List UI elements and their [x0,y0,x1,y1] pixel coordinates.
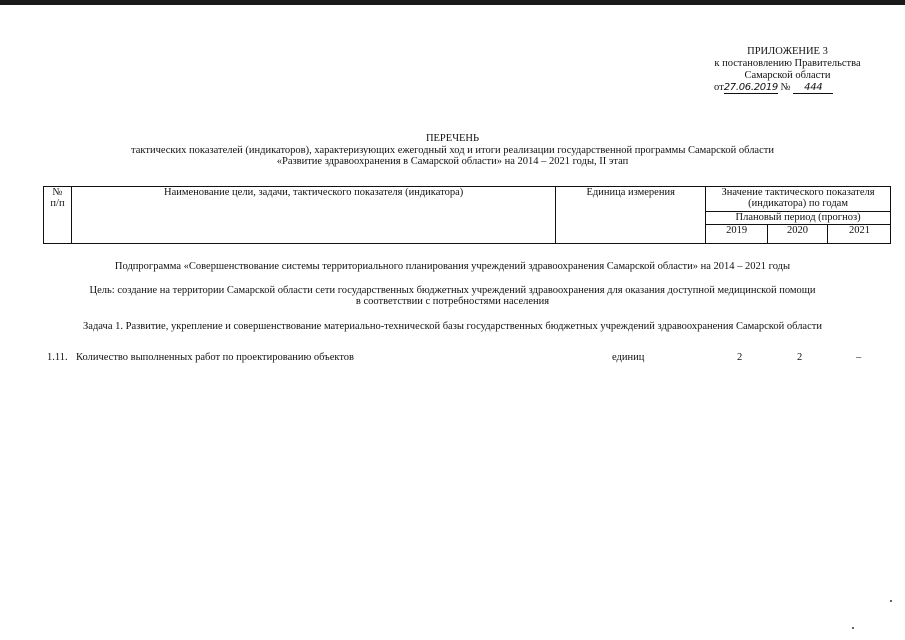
row-value-2020: 2 [797,352,803,363]
col-number-header: № п/п [44,187,72,244]
appendix-signature-line [700,82,875,94]
document-heading: ПЕРЕЧЕНЬ [425,133,480,144]
row-unit: единиц [612,352,645,363]
scan-top-border [0,0,905,5]
appendix-block [700,46,875,94]
document-title-line1: тактических показателей (индикаторов), характеризующих ежегодный ход и итоги реализации государственной программы Самарской области [131,145,774,156]
subprogram-title: Подпрограмма «Совершенствование системы территориального планирования учреждений здравоохранения Самарской области» на 2014 – 2021 годы [114,261,791,272]
col-unit-header: Единица измерения [556,187,706,244]
row-value-2019: 2 [737,352,743,363]
year-2021-header: 2021 [827,224,890,243]
scan-speck [852,627,854,629]
col-value-header: Значение тактического показателя (индикатора) по годам [706,187,891,212]
goal-line1: Цель: создание на территории Самарской области сети государственных бюджетных учреждений здравоохранения для оказания доступной медицинской помощи [89,285,816,296]
year-2019-header: 2019 [706,224,768,243]
appendix-region: Самарской области [744,70,831,81]
row-indicator-name: Количество выполненных работ по проектированию объектов [76,352,354,363]
scan-speck [890,600,892,602]
handwritten-date: 27.06.2019 [723,82,778,93]
handwritten-number: 444 [793,83,833,94]
goal-line2: в соответствии с потребностями населения [355,296,550,307]
date-prefix: от [714,82,724,93]
indicators-table-header [43,186,891,244]
task-title: Задача 1. Развитие, укрепление и совершенствование материально-технической базы государственных бюджетных учреждений здравоохранения Самарской области [83,321,822,332]
row-number: 1.11. [47,352,68,363]
planned-period-header: Плановый период (прогноз) [706,212,891,224]
document-title-line2: «Развитие здравоохранения в Самарской области» на 2014 – 2021 годы, II этап [276,156,629,167]
col-name-header: Наименование цели, задачи, тактического показателя (индикатора) [71,187,555,244]
appendix-decree: к постановлению Правительства [714,58,861,69]
row-value-2021: – [856,352,862,363]
year-2020-header: 2020 [768,224,828,243]
number-prefix: № [780,82,791,93]
appendix-title: ПРИЛОЖЕНИЕ 3 [747,46,828,57]
